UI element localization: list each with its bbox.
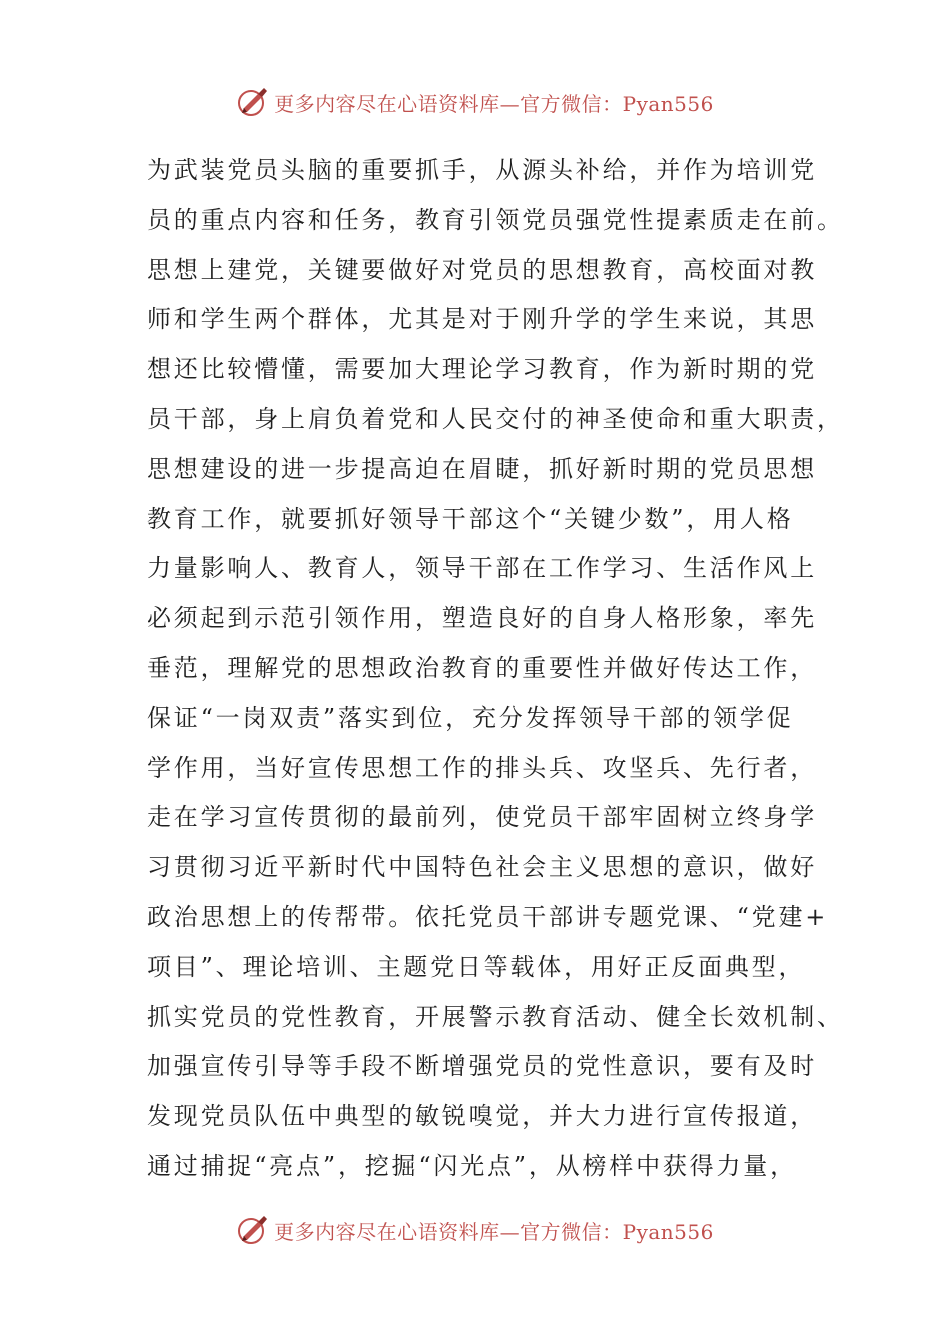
body-text-line: 抓实党员的党性教育，开展警示教育活动、健全长效机制、	[147, 1002, 844, 1031]
header-watermark-text: 更多内容尽在心语资料库—官方微信：Pyan556	[274, 91, 714, 116]
pen-circle-logo-icon	[236, 1213, 270, 1247]
body-text-line: 思想建设的进一步提高迫在眉睫，抓好新时期的党员思想	[147, 454, 817, 483]
body-text-line: 垂范，理解党的思想政治教育的重要性并做好传达工作，	[147, 653, 817, 682]
pen-circle-logo-icon	[236, 85, 270, 119]
body-text-line: 师和学生两个群体，尤其是对于刚升学的学生来说，其思	[147, 305, 817, 334]
body-text-line: 加强宣传引导等手段不断增强党员的党性意识，要有及时	[147, 1052, 817, 1081]
body-text-line: 发现党员队伍中典型的敏锐嗅觉，并大力进行宣传报道，	[147, 1102, 817, 1131]
body-text-line: 走在学习宣传贯彻的最前列，使党员干部牢固树立终身学	[147, 803, 817, 832]
footer-watermark-text: 更多内容尽在心语资料库—官方微信：Pyan556	[274, 1219, 714, 1244]
body-text-line: 通过捕捉“亮点”，挖掘“闪光点”，从榜样中获得力量，	[147, 1151, 797, 1180]
body-text-line: 力量影响人、教育人，领导干部在工作学习、生活作风上	[147, 554, 817, 583]
body-text-line: 必须起到示范引领作用，塑造良好的自身人格形象，率先	[147, 604, 817, 633]
body-text-line: 员的重点内容和任务，教育引领党员强党性提素质走在前。	[147, 205, 844, 234]
body-text-line: 教育工作，就要抓好领导干部这个“关键少数”，用人格	[147, 504, 794, 533]
body-text-line: 习贯彻习近平新时代中国特色社会主义思想的意识，做好	[147, 853, 817, 882]
header-watermark	[0, 82, 950, 122]
body-text-line: 思想上建党，关键要做好对党员的思想教育，高校面对教	[147, 255, 817, 284]
body-text-line: 政治思想上的传帮带。依托党员干部讲专题党课、“党建+	[147, 902, 829, 931]
body-text-line: 员干部，身上肩负着党和人民交付的神圣使命和重大职责，	[147, 404, 844, 433]
body-text-line: 学作用，当好宣传思想工作的排头兵、攻坚兵、先行者，	[147, 753, 817, 782]
body-text-line: 为武装党员头脑的重要抓手，从源头补给，并作为培训党	[147, 156, 817, 184]
body-text-line: 项目”、理论培训、主题党日等载体，用好正反面典型，	[147, 952, 806, 981]
body-text-line: 保证“一岗双责”落实到位，充分发挥领导干部的领学促	[147, 703, 794, 732]
footer-watermark	[0, 1210, 950, 1250]
document-body	[147, 146, 844, 1192]
body-text-line: 想还比较懵懂，需要加大理论学习教育，作为新时期的党	[147, 355, 817, 384]
